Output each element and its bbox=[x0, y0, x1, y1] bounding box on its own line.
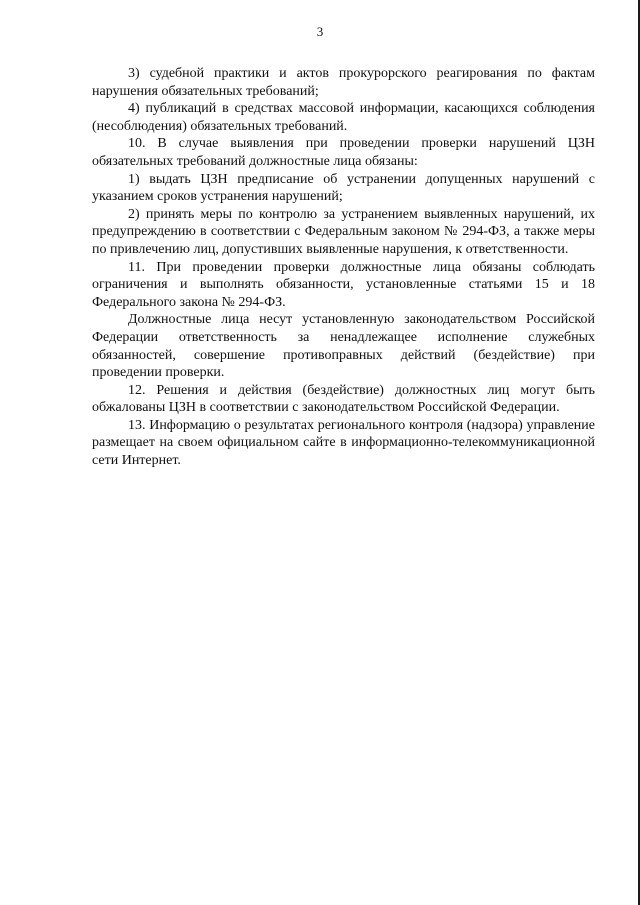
paragraph-item-3-court-practice: 3) судебной практики и актов прокурорского реагирования по фактам нарушения обязательных требований; bbox=[92, 66, 595, 99]
paragraph-section-11: 11. При проведении проверки должностные лица обязаны соблюдать ограничения и выполнять обязанности, установленные статьями 15 и 18 Федерального закона № 294-ФЗ. bbox=[92, 259, 595, 310]
paragraph-section-12: 12. Решения и действия (бездействие) должностных лиц могут быть обжалованы ЦЗН в соответствии с законодательством Российской Федерации. bbox=[92, 382, 595, 416]
paragraph-item-1-issue-order: 1) выдать ЦЗН предписание об устранении допущенных нарушений с указанием сроков устранения нарушений; bbox=[92, 171, 595, 205]
paragraph-section-13: 13. Информацию о результатах регионального контроля (надзора) управление размещает на своем официальном сайте в информационно-телекоммуникационной сети Интернет. bbox=[92, 417, 595, 469]
paragraph-item-4-media-publications: 4) публикаций в средствах массовой информации, касающихся соблюдения (несоблюдения) обязательных требований. bbox=[92, 101, 595, 134]
paragraph-responsibility: Должностные лица несут установленную законодательством Российской Федерации ответственность за ненадлежащее исполнение служебных обязанностей, совершение противоправных действий (бездействие) при проведении проверки. bbox=[92, 312, 595, 381]
document-body bbox=[92, 65, 595, 470]
page-number: 3 bbox=[316, 24, 324, 39]
paragraph-item-2-take-measures: 2) принять меры по контролю за устранением выявленных нарушений, их предупреждению в соответствии с Федеральным законом № 294-ФЗ, а также меры по привлечению лиц, допустивших выявленные нарушения, к ответственности. bbox=[92, 206, 595, 257]
paragraph-section-10: 10. В случае выявления при проведении проверки нарушений ЦЗН обязательных требований должностные лица обязаны: bbox=[92, 136, 595, 169]
